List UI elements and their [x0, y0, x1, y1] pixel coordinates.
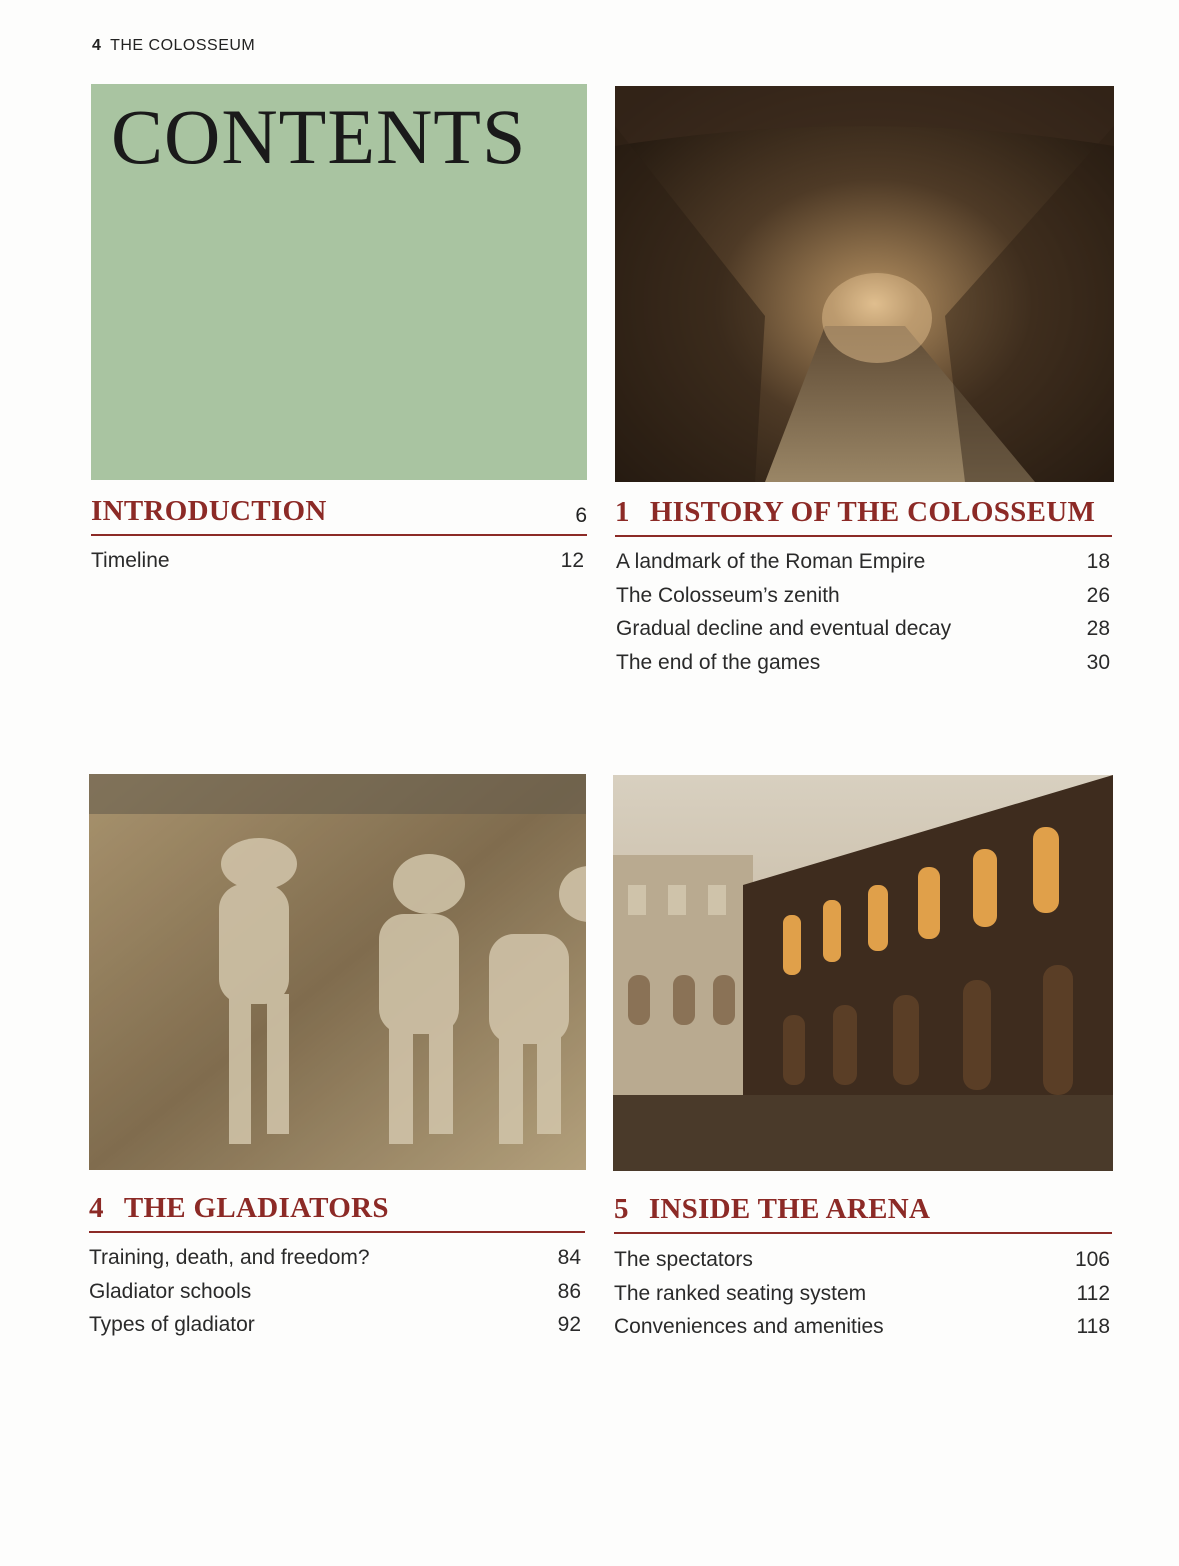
- section-number: 4: [89, 1192, 104, 1224]
- toc-entry[interactable]: [89, 1308, 581, 1342]
- section-title-text: THE GLADIATORS: [123, 1192, 389, 1224]
- toc-entry[interactable]: [616, 579, 1110, 613]
- section-header-gladiators: [89, 1192, 585, 1233]
- toc-entry-label: The spectators: [614, 1248, 753, 1271]
- section-header-arena: [614, 1193, 1112, 1234]
- toc-entry-label: The Colosseum’s zenith: [616, 583, 840, 607]
- section-number: 5: [614, 1193, 629, 1225]
- toc-entry-label: Gladiator schools: [89, 1279, 252, 1303]
- toc-entry-label: Types of gladiator: [89, 1313, 255, 1336]
- toc-entry-label: A landmark of the Roman Empire: [616, 550, 926, 573]
- toc-list-history: [616, 545, 1110, 679]
- toc-entry[interactable]: [614, 1277, 1110, 1311]
- page-title: CONTENTS: [111, 93, 527, 180]
- toc-entry[interactable]: [89, 1275, 581, 1309]
- toc-entry-page: 26: [1086, 583, 1110, 607]
- section-title: [614, 1193, 930, 1226]
- toc-entry[interactable]: [91, 544, 584, 578]
- toc-entry-page: 12: [560, 549, 584, 572]
- section-title-text: HISTORY OF THE COLOSSEUM: [649, 496, 1096, 528]
- toc-entry[interactable]: [616, 612, 1110, 646]
- section-title-text: INSIDE THE ARENA: [648, 1193, 931, 1225]
- arena-arcades-photo: [613, 775, 1113, 1171]
- toc-list-arena: [614, 1243, 1110, 1344]
- section-title: [615, 496, 1095, 529]
- toc-entry-page: 118: [1076, 1315, 1110, 1338]
- book-title: THE COLOSSEUM: [110, 37, 256, 54]
- toc-entry-page: 84: [557, 1246, 581, 1269]
- toc-entry[interactable]: [616, 646, 1110, 680]
- gladiator-relief-photo: [89, 774, 586, 1170]
- toc-list-gladiators: [89, 1241, 581, 1342]
- section-page-number: 6: [575, 504, 587, 527]
- toc-entry-label: The end of the games: [616, 650, 821, 674]
- toc-entry[interactable]: [614, 1243, 1110, 1277]
- toc-entry-page: 92: [557, 1313, 581, 1336]
- section-header-history: [615, 496, 1112, 537]
- toc-entry-label: Training, death, and freedom?: [89, 1246, 370, 1269]
- section-title-text: INTRODUCTION: [91, 495, 327, 527]
- toc-entry-page: 86: [557, 1279, 581, 1303]
- toc-entry-page: 112: [1076, 1281, 1110, 1305]
- toc-entry-page: 30: [1086, 650, 1110, 674]
- page-number: 4: [92, 37, 102, 54]
- toc-list-introduction: [91, 544, 584, 578]
- toc-entry[interactable]: [89, 1241, 581, 1275]
- contents-title-box: [91, 84, 587, 480]
- toc-entry-label: The ranked seating system: [614, 1281, 867, 1305]
- section-number: 1: [615, 496, 630, 528]
- toc-entry[interactable]: [614, 1310, 1110, 1344]
- tunnel-photo: [615, 86, 1114, 482]
- toc-entry-label: Conveniences and amenities: [614, 1315, 884, 1338]
- toc-entry-label: Gradual decline and eventual decay: [616, 617, 952, 640]
- toc-entry[interactable]: [616, 545, 1110, 579]
- toc-entry-page: 28: [1086, 617, 1110, 640]
- toc-entry-label: Timeline: [91, 549, 170, 572]
- section-title: [89, 1192, 389, 1225]
- toc-entry-page: 106: [1074, 1248, 1110, 1271]
- toc-entry-page: 18: [1086, 550, 1110, 573]
- section-title: [91, 495, 327, 528]
- section-header-introduction: [91, 495, 587, 536]
- running-head: [92, 37, 255, 55]
